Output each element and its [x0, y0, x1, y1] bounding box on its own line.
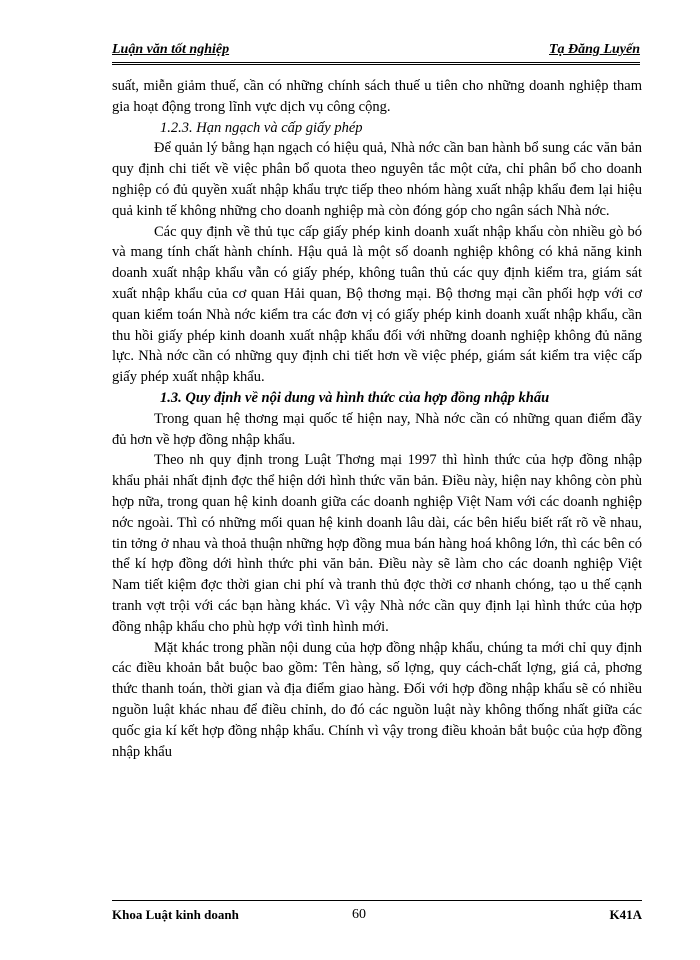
- footer-class: K41A: [609, 907, 642, 922]
- paragraph-quota: Để quản lý bằng hạn ngạch có hiệu quả, Nhà nớc cần ban hành bổ sung các văn bản quy định chi tiết về việc phân bổ quota theo nguyên tắc một cửa, chỉ phân bổ cho doanh nghiệp có đủ quyền xuất nhập khẩu trực tiếp theo nhóm hàng xuất nhập khẩu đem lại hiệu quả kinh tế không những cho doanh nghiệp mà còn đóng góp cho ngân sách Nhà nớc.: [112, 140, 642, 219]
- paragraph-contract-form: Theo nh quy định trong Luật Thơng mại 1997 thì hình thức của hợp đồng nhập khẩu phải nhất định đợc thể hiện dới hình thức văn bản. Điều này, hiện nay không còn phù hợp nữa, trong quan hệ kinh doanh giữa các doanh nghiệp Việt Nam với các doanh nghiệp nớc ngoài. Thì có những mối quan hệ kinh doanh lâu dài, các bên hiểu biết rất rõ về nhau, tin tởng ở nhau và thoả thuận những hợp đồng mua bán hàng hoá không lớn, thì các bên có thể kí hợp đồng dới hình thức phi văn bản. Điều này sẽ làm cho các doanh nghiệp Việt Nam tiết kiệm đợc thời gian chi phí và tranh thủ đợc thời cơ nhanh chóng, tạo u thế cạnh tranh vợt trội với các bạn hàng khác. Vì vậy Nhà nớc cần quy định lại hình thức của hợp đồng nhập khẩu cho phù hợp với tình hình mới.: [112, 452, 642, 635]
- paragraph-trade-relations: Trong quan hệ thơng mại quốc tế hiện nay, Nhà nớc cần có những quan điểm đầy đủ hơn về hợp đồng nhập khẩu.: [112, 410, 642, 448]
- paragraph-licensing: Các quy định về thủ tục cấp giấy phép kinh doanh xuất nhập khẩu còn nhiều gò bó và mang tính chất hành chính. Hậu quả là một số doanh nghiệp không có khả năng kinh doanh xuất nhập khẩu vẫn có giấy phép, không tuân thủ các quy định kiểm tra, giám sát xuất nhập khẩu của cơ quan Hải quan, Bộ thơng mại. Bộ thơng mại cần phối hợp với cơ quan kiểm toán Nhà nớc kiểm tra các đơn vị có giấy phép kinh doanh xuất nhập khẩu, cần thu hồi giấy phép kinh doanh xuất nhập khẩu đối với những doanh nghiệp không đủ năng lực. Nhà nớc cần có những quy định chi tiết hơn về việc phép, giám sát kiểm tra việc cấp giấy phép xuất nhập khẩu.: [112, 223, 642, 386]
- page-number: 60: [352, 907, 366, 922]
- footer-faculty: Khoa Luật kinh doanh: [112, 907, 239, 922]
- header-thesis-title: Luận văn tốt nghiệp: [112, 42, 230, 57]
- paragraph-contract-content: Mặt khác trong phần nội dung của hợp đồng nhập khẩu, chúng ta mới chỉ quy định các điều khoản bắt buộc bao gồm: Tên hàng, số lợng, quy cách-chất lợng, giá cả, phơng thức thanh toán, thời gian và địa điểm giao hàng. Đối với hợp đồng nhập khẩu sẽ có nhiều nguồn luật khác nhau để điều chỉnh, do đó các nguồn luật này không thống nhất giữa các quốc gia kí kết hợp đồng nhập khẩu. Chính vì vậy trong điều khoản bắt buộc của hợp đồng nhập khẩu: [112, 639, 642, 760]
- page-footer: [112, 900, 642, 923]
- paragraph-continued: suất, miễn giảm thuế, cần có những chính sách thuế u tiên cho những doanh nghiệp tham gia hoạt động trong lĩnh vực dịch vụ công cộng.: [112, 78, 642, 115]
- section-heading-1-3: 1.3. Quy định về nội dung và hình thức của hợp đồng nhập khẩu: [160, 389, 550, 406]
- page-header: [112, 40, 640, 65]
- section-heading-1-2-3: 1.2.3. Hạn ngạch và cấp giấy phép: [160, 119, 363, 136]
- page-body: [112, 76, 642, 762]
- header-author: Tạ Đăng Luyến: [549, 42, 640, 57]
